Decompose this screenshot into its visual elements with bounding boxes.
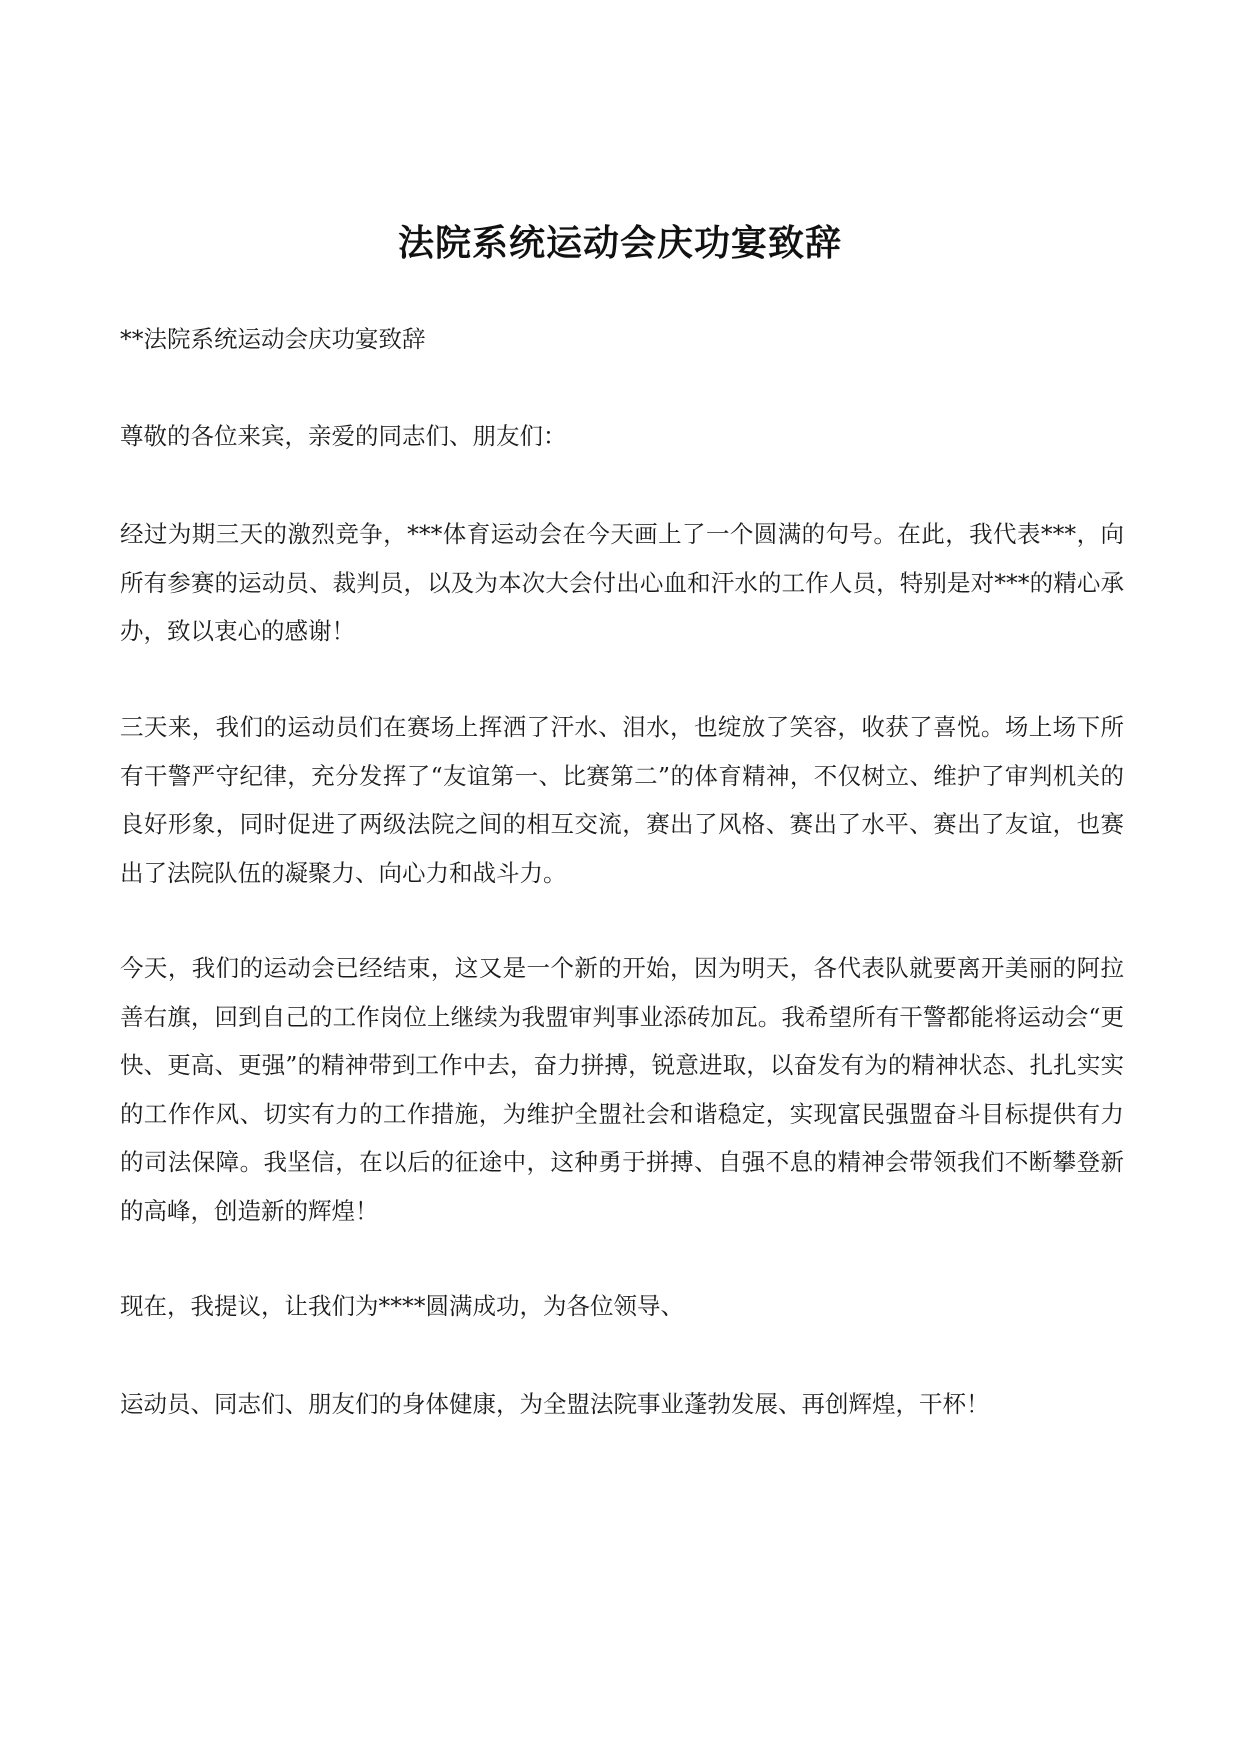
document-title: 法院系统运动会庆功宴致辞 <box>397 222 842 265</box>
greeting-paragraph: 尊敬的各位来宾，亲爱的同志们、朋友们： <box>120 422 567 450</box>
paragraph-review: 三天来，我们的运动员们在赛场上挥洒了汗水、泪水，也绽放了笑容，收获了喜悦。场上场下所有干警严守纪律，充分发挥了“友谊第一、比赛第二”的体育精神，不仅树立、维护了审判机关的良好形象，同时促进了两级法院之间的相互交流，赛出了风格、赛出了水平、赛出了友谊，也赛出了法院队伍的凝聚力、向心力和战斗力。 <box>120 713 1124 887</box>
paragraph-thanks: 经过为期三天的激烈竞争，***体育运动会在今天画上了一个圆满的句号。在此，我代表***，向所有参赛的运动员、裁判员，以及为本次大会付出心血和汗水的工作人员，特别是对***的精心承办，致以衷心的感谢！ <box>120 520 1124 645</box>
paragraph-toast-intro: 现在，我提议，让我们为****圆满成功，为各位领导、 <box>120 1292 684 1320</box>
document-subtitle: **法院系统运动会庆功宴致辞 <box>120 325 426 353</box>
paragraph-toast: 运动员、同志们、朋友们的身体健康，为全盟法院事业蓬勃发展、再创辉煌，干杯！ <box>120 1390 990 1418</box>
paragraph-outlook: 今天，我们的运动会已经结束，这又是一个新的开始，因为明天，各代表队就要离开美丽的阿拉善右旗，回到自己的工作岗位上继续为我盟审判事业添砖加瓦。我希望所有干警都能将运动会“更快、更高、更强”的精神带到工作中去，奋力拼搏，锐意进取，以奋发有为的精神状态、扎扎实实的工作作风、切实有力的工作措施，为维护全盟社会和谐稳定，实现富民强盟奋斗目标提供有力的司法保障。我坚信，在以后的征途中，这种勇于拼搏、自强不息的精神会带领我们不断攀登新的高峰，创造新的辉煌！ <box>120 954 1124 1225</box>
